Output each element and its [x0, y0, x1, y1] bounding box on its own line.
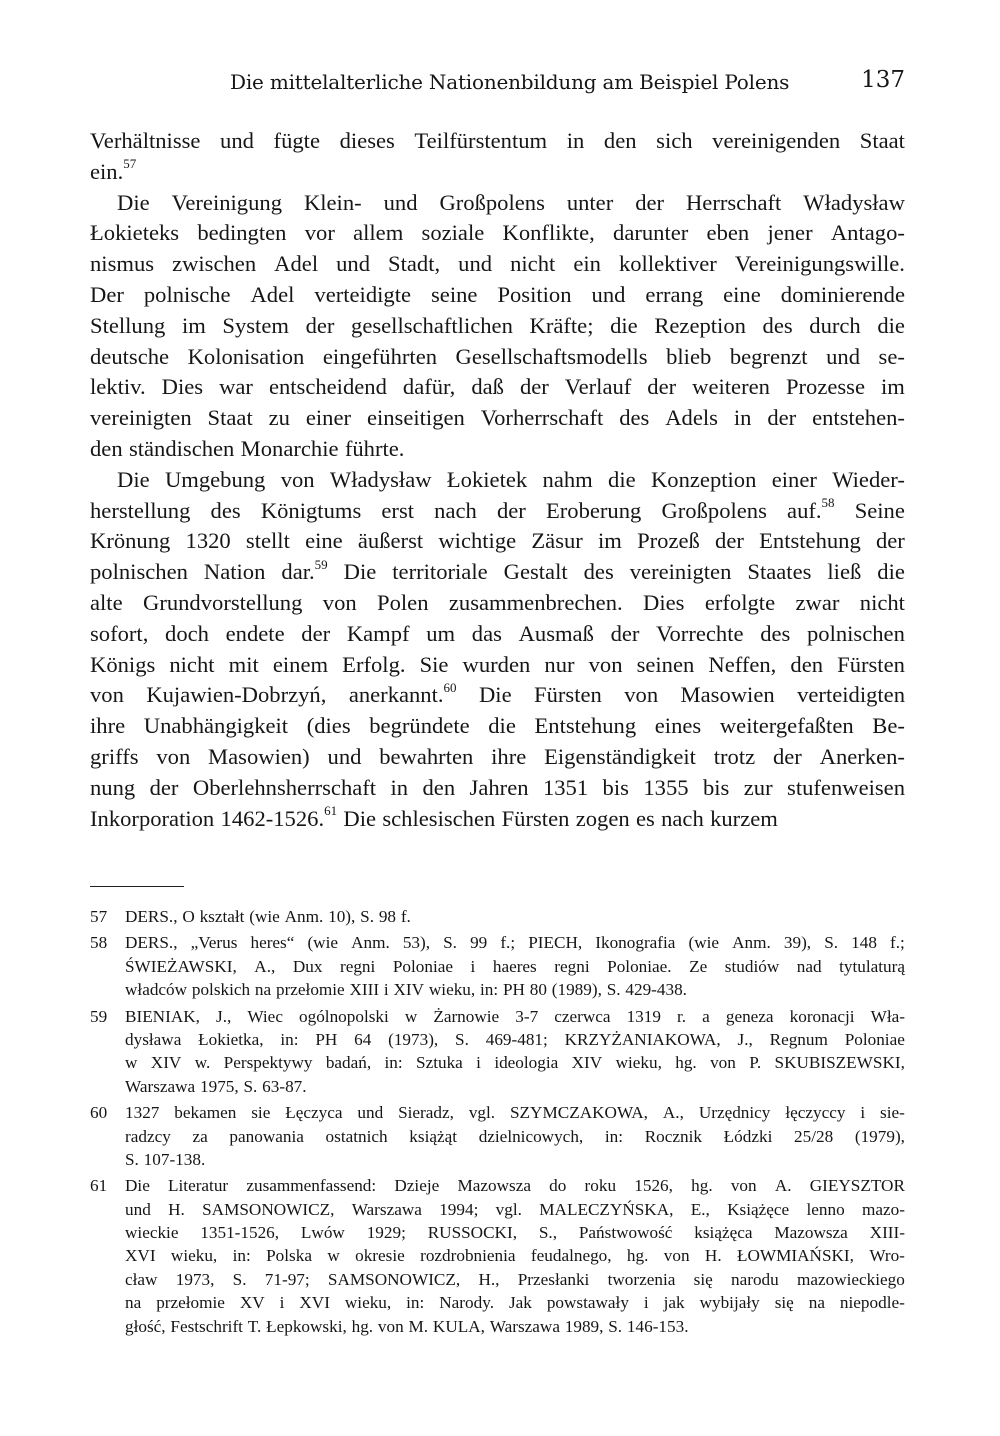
body-line: nung der Oberlehnsherrschaft in den Jahren 1351 bis 1355 bis zur stufenweisen	[90, 774, 905, 800]
footnote-line: wieckie 1351-1526, Lwów 1929; RUSSOCKI, S., Państwowość książęca Mazowsza XIII-	[125, 1223, 905, 1243]
body-line: den ständischen Monarchie führte.	[90, 435, 405, 461]
body-line: sofort, doch endete der Kampf um das Ausmaß der Vorrechte des polnischen	[90, 620, 905, 646]
footnote-text	[125, 1174, 905, 1338]
footnote-line: Die Literatur zusammenfassend: Dzieje Mazowsza do roku 1526, hg. von A. GIEYSZTOR	[125, 1176, 905, 1196]
body-line: Der polnische Adel verteidigte seine Position und errang eine dominierende	[90, 281, 905, 307]
page-number: 137	[861, 67, 905, 93]
footnote-separator	[90, 886, 184, 887]
footnote	[90, 1101, 905, 1171]
body-line: von Kujawien-Dobrzyń, anerkannt.$^{60}$ Die Fürsten von Masowien verteidigten	[90, 679, 905, 708]
footnote-number: 61	[90, 1176, 108, 1196]
footnote-ref: 58	[821, 495, 835, 511]
footnote	[90, 905, 905, 928]
footnote-line: DERS., „Verus heres“ (wie Anm. 53), S. 99 f.; PIECH, Ikonografia (wie Anm. 39), S. 148 f.;	[125, 933, 905, 953]
footnote-text	[125, 1101, 905, 1171]
running-header	[90, 67, 905, 104]
footnote	[90, 931, 905, 1001]
footnote-line: władców polskich na przełomie XIII i XIV wieku, in: PH 80 (1989), S. 429-438.	[125, 980, 687, 1000]
body-line: alte Grundvorstellung von Polen zusammenbrechen. Dies erfolgte zwar nicht	[90, 589, 905, 615]
body-text	[90, 126, 905, 834]
body-line: Łokieteks bedingten vor allem soziale Konflikte, darunter eben jener Antago-	[90, 220, 905, 246]
footnotes	[90, 905, 905, 1341]
footnote-text	[125, 905, 905, 928]
footnote-line: und H. SAMSONOWICZ, Warszawa 1994; vgl. MALECZYŃSKA, E., Książęce lenno mazo-	[125, 1199, 905, 1219]
footnote-number: 60	[90, 1103, 108, 1123]
body-line: Verhältnisse und fügte dieses Teilfürstentum in den sich vereinigenden Staat	[90, 128, 905, 153]
body-line: herstellung des Königtums erst nach der Eroberung Großpolens auf.$^{58}$ Seine	[90, 495, 905, 523]
footnote-ref: 59	[314, 556, 328, 572]
footnote-line: głość, Festschrift T. Łepkowski, hg. von M. KULA, Warszawa 1989, S. 146-153.	[125, 1316, 689, 1336]
body-line: Krönung 1320 stellt eine äußerst wichtige Zäsur im Prozeß der Entstehung der	[90, 528, 905, 554]
footnote-ref: 60	[443, 679, 457, 695]
body-line: Königs nicht mit einem Erfolg. Sie wurden nur von seinen Neffen, den Fürsten	[90, 651, 905, 677]
footnote-number: 57	[90, 907, 108, 926]
footnote-line: radzcy za panowania ostatnich książąt dzielnicowych, in: Rocznik Łódzki 25/28 (1979),	[125, 1126, 905, 1146]
footnote-line: XVI wieku, in: Polska w okresie rozdrobnienia feudalnego, hg. von H. ŁOWMIAŃSKI, Wro-	[125, 1246, 905, 1266]
footnote-line: w XIV w. Perspektywy badań, in: Sztuka i ideologia XIV wieku, hg. von P. SKUBISZEWSKI,	[125, 1053, 905, 1073]
body-line: Inkorporation 1462-1526.61 Die schlesischen Fürsten zogen es nach kurzem	[90, 803, 778, 831]
footnote-text	[125, 1005, 905, 1099]
footnote-line: DERS., O kształt (wie Anm. 10), S. 98 f.	[125, 907, 411, 926]
body-line: griffs von Masowien) und bewahrten ihre Eigenständigkeit trotz der Anerken-	[90, 743, 905, 769]
footnote-number: 59	[90, 1006, 108, 1026]
footnote-line: BIENIAK, J., Wiec ogólnopolski w Żarnowie 3-7 czerwca 1319 r. a geneza koronacji Wła-	[125, 1006, 905, 1026]
body-line: polnischen Nation dar.$^{59}$ Die territoriale Gestalt des vereinigten Staates ließ die	[90, 556, 905, 585]
body-line: nismus zwischen Adel und Stadt, und nicht ein kollektiver Vereinigungswille.	[90, 251, 905, 277]
footnote-line: na przełomie XV i XVI wieku, in: Narody. Jak powstawały i jak wybijały się na niepodle-	[125, 1293, 905, 1313]
footnote-ref: 61	[324, 803, 338, 818]
footnote-line: S. 107-138.	[125, 1149, 206, 1169]
body-line: Die Umgebung von Władysław Łokietek nahm die Konzeption einer Wieder-	[117, 466, 905, 492]
body-line: lektiv. Dies war entscheidend dafür, daß der Verlauf der weiteren Prozesse im	[90, 374, 905, 400]
footnote	[90, 1005, 905, 1099]
running-title: Die mittelalterliche Nationenbildung am Beispiel Polens	[230, 70, 790, 94]
footnote-line: ŚWIEŻAWSKI, A., Dux regni Poloniae i haeres regni Poloniae. Ze studiów nad tytulaturą	[125, 956, 905, 976]
body-line: vereinigten Staat zu einer einseitigen Vorherrschaft des Adels in der entstehen-	[90, 405, 905, 431]
footnote-number: 58	[90, 933, 108, 953]
body-line: Stellung im System der gesellschaftlichen Kräfte; die Rezeption des durch die	[90, 312, 905, 338]
body-line: ein.$^{57}$	[90, 156, 137, 184]
footnote-ref: 57	[123, 156, 137, 172]
footnote	[90, 1174, 905, 1338]
footnote-line: dysława Łokietka, in: PH 64 (1973), S. 469-481; KRZYŻANIAKOWA, J., Regnum Poloniae	[125, 1029, 905, 1049]
footnote-line: cław 1973, S. 71-97; SAMSONOWICZ, H., Przesłanki tworzenia się narodu mazowieckiego	[125, 1269, 905, 1289]
body-line: ihre Unabhängigkeit (dies begründete die Entstehung eines weitergefaßten Be-	[90, 713, 905, 739]
footnote-line: Warszawa 1975, S. 63-87.	[125, 1076, 307, 1096]
body-line: Die Vereinigung Klein- und Großpolens unter der Herrschaft Władysław	[117, 189, 905, 215]
footnote-text	[125, 931, 905, 1001]
body-line: deutsche Kolonisation eingeführten Gesellschaftsmodells blieb begrenzt und se-	[90, 343, 905, 369]
footnote-line: 1327 bekamen sie Łęczyca und Sieradz, vgl. SZYMCZAKOWA, A., Urzędnicy łęczyccy i sie-	[125, 1103, 905, 1123]
